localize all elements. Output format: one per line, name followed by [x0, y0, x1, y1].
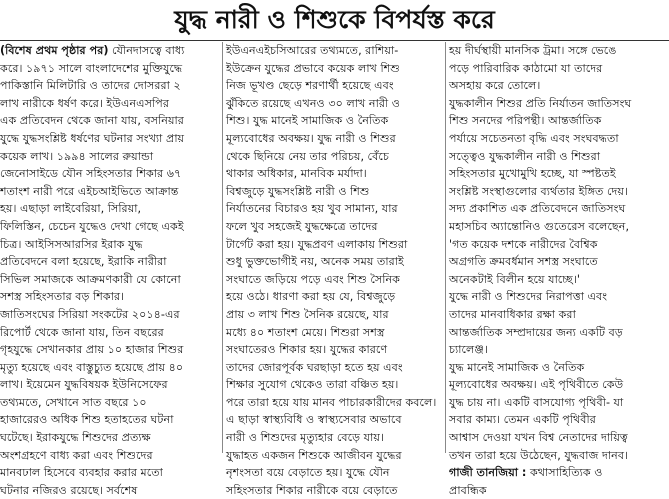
article-line: নির্যাতনের বিচারও হয় খুব সামান্য, যার	[226, 202, 398, 216]
article-line	[0, 42, 220, 60]
article-line: ঝুঁকিতে রয়েছে এখনও ৩০ লাখ নারী ও	[226, 96, 400, 110]
article-line: সিভিল সমাজকে আক্রমণকারী যে কোনো	[0, 272, 181, 286]
article-line: জাতিসংঘের সিরিয়া সংকটের ২০১৪-এর	[0, 307, 180, 321]
byline-role: কথাসাহিত্যিক ও	[529, 466, 603, 480]
article-line: তথ্যমতে, সেখানে সাত বছরে ১০	[0, 395, 147, 409]
headline: যুদ্ধ নারী ও শিশুকে বিপর্যস্ত করে	[174, 5, 495, 34]
article-line: প্রতিবেদনে বলা হয়েছে, ইরাকি নারীরা	[0, 255, 167, 269]
article-line: রিপোর্ট থেকে জানা যায়, তিন বছরের	[0, 325, 164, 339]
article-line: সদ্য প্রকাশিত এক প্রতিবেদনে জাতিসংঘ	[449, 202, 626, 216]
article-line: হয়। এছাড়া লাইবেরিয়া, সিরিয়া,	[0, 202, 142, 216]
article-line: হয়ে ওঠে। ধারণা করা হয় যে, বিশ্বজুড়ে	[226, 290, 396, 304]
article-line: সংঘাতে জড়িয়ে পড়ে এবং শিশু সৈনিক	[226, 272, 401, 286]
article-line: মূল্যবোধের অবক্ষয়। যুদ্ধ নারী ও শিশুর	[226, 131, 396, 145]
article-line: মূল্যবোধের অবক্ষয়। এই পৃথিবীতে কেউ	[449, 378, 624, 392]
article-line: সহিংসতার মুখোমুখি হচ্ছে, যা স্পষ্টতই	[449, 167, 616, 181]
article-line: ঘটেছে। ইরাকযুদ্ধে শিশুদের প্রত্যক্ষ	[0, 431, 151, 445]
article-line: 'গত কয়েক দশকে নারীদের বৈশ্বিক	[449, 237, 598, 251]
article-line: নিজ ভূখণ্ড ছেড়ে শরণার্থী হয়েছে এবং	[226, 79, 394, 93]
article-line: এ ছাড়া স্বাস্থ্যবিধি ও স্বাস্থ্যসেবার অভাবে	[226, 413, 402, 427]
article-line: কয়েক লাখ। ১৯৯৪ সালের রুয়ান্ডা	[0, 149, 154, 163]
article-line: পর্যায়ে সচেতনতা বৃদ্ধি এবং সংঘবদ্ধতা	[449, 131, 619, 145]
article-line: সশস্ত্র সহিংসতার বড় শিকার।	[0, 290, 125, 304]
article-line: আন্তর্জাতিক সম্প্রদায়ের জন্য একটি বড়	[449, 325, 623, 339]
article-line: শতাংশ নারী পরে এইচআইভিতে আক্রান্ত	[0, 184, 179, 198]
article-line: শিশু। যুদ্ধ মানেই সামাজিক ও নৈতিক	[226, 114, 389, 128]
article-line: হয় দীর্ঘস্থায়ী মানসিক ট্রমা। সঙ্গে ভেঙে	[449, 44, 617, 57]
article-line: অংশগ্রহণে বাধ্য করা এবং শিশুদের	[0, 448, 153, 462]
article-line: গৃহযুদ্ধে সেখানকার প্রায় ১০ হাজার শিশুর	[0, 343, 184, 357]
column-3	[449, 42, 669, 497]
article-line: হাজারেরও অধিক শিশু হতাহতের ঘটনা	[0, 413, 174, 427]
article-line: অনেকটাই বিলীন হয়ে যাচ্ছে।'	[449, 272, 580, 286]
article-line: বিশ্বজুড়ে যুদ্ধসংশ্লিষ্ট নারী ও শিশু	[226, 184, 370, 198]
byline-role-continued: প্রাবন্ধিক	[449, 483, 487, 497]
article-line: পরে তারা হয়ে যায় মানব পাচারকারীদের কবলে।	[226, 395, 437, 409]
article-line: যুদ্ধ চায় না। একটি বাসযোগ্য পৃথিবী- যা	[449, 395, 624, 409]
article-line: শিশু সনদের পরিপন্থী। আন্তর্জাতিক	[449, 114, 602, 128]
article-line: এক প্রতিবেদন থেকে জানা যায়, বসনিয়ার	[0, 114, 184, 128]
article-line: প্রায় ৩ লাখ শিশু সৈনিক রয়েছে, যার	[226, 307, 389, 321]
article-line-text: যৌনদাসত্বে বাধ্য	[112, 44, 185, 57]
article-line: শিক্ষার সুযোগ থেকেও তারা বঞ্চিত হয়।	[226, 378, 399, 392]
column-2	[226, 42, 446, 497]
article-line: টার্গেট করা হয়। যুদ্ধপ্রবণ এলাকায় শিশুরা	[226, 237, 408, 251]
column-divider	[445, 42, 446, 453]
article-line: ইউএনএইচসিআরের তথ্যমতে, রাশিয়া-	[226, 44, 399, 57]
article-line: চ্যালেঞ্জ।	[449, 343, 488, 357]
article-line: ফিলিস্তিন, চেচেন যুদ্ধেও দেখা গেছে একই	[0, 219, 184, 233]
article-line: তখন তারা হয়ে উঠেছেন, যুদ্ধবাজ দানব।	[449, 448, 629, 462]
article-line: যুদ্ধে যুদ্ধসংশ্লিষ্ট ধর্ষণের ঘটনার সংখ্যা প্রায়	[0, 131, 185, 145]
article-line: যুদ্ধে নারী ও শিশুদের নিরাপত্তা এবং	[449, 290, 608, 304]
article-line: মধ্যে ৪০ শতাংশ মেয়ে। শিশুরা সশস্ত্র	[226, 325, 385, 339]
article-line: জেনোসাইডে যৌন সহিংসতার শিকার ৬৭	[0, 167, 182, 181]
article-body	[0, 42, 669, 497]
kicker: (বিশেষ প্রথম পৃষ্ঠার পর)	[0, 44, 109, 57]
article-line: থেকে ছিনিয়ে নেয় তার পরিচয়, বেঁচে	[226, 149, 389, 163]
article-line: ফলে খুব সহজেই যুদ্ধক্ষেত্রে তাদের	[226, 219, 378, 233]
article-line: তাদের জোরপূর্বক ঘরছাড়া হতে হয় এবং	[226, 360, 403, 374]
article-line: সত্ত্বেও যুদ্ধকালীন নারী ও শিশুরা	[449, 149, 600, 163]
article-line: লাখ। ইয়েমেন যুদ্ধবিষয়ক ইউনিসেফের	[0, 378, 168, 392]
article-line: থাকার অধিকার, মানবিক মর্যাদা।	[226, 167, 367, 181]
article-line: করে। ১৯৭১ সালে বাংলাদেশের মুক্তিযুদ্ধে	[0, 61, 183, 75]
article-line: অগ্রগতি ক্রমবর্ধমান সশস্ত্র সংঘাতে	[449, 255, 598, 269]
article-line: মৃত্যু হয়েছে এবং বাস্তুচ্যুত হয়েছে প্রায় ৪০	[0, 360, 184, 374]
article-line: যুদ্ধকালীন শিশুর প্রতি নির্যাতন জাতিসংঘ	[449, 96, 632, 110]
article-line: তাদের মানবাধিকার রক্ষা করা	[449, 307, 576, 321]
article-line: ঘটনার নজিরও রয়েছে। সর্বশেষ	[0, 483, 138, 497]
article-line: নারী ও শিশুদের মৃত্যুহার বেড়ে যায়।	[226, 431, 384, 445]
article-line: সংশ্লিষ্ট সংস্থাগুলোর ব্যর্থতার ইঙ্গিত দেয়।	[449, 184, 628, 198]
column-divider	[222, 42, 223, 453]
article-line: মানবঢাল হিসেবে ব্যবহার করার মতো	[0, 466, 163, 480]
article-line: যুদ্ধাহত একজন শিশুকে আজীবন যুদ্ধের	[226, 448, 402, 462]
article-line: সবার কাম্য। তেমন একটি পৃথিবীর	[449, 413, 596, 427]
column-1	[0, 42, 220, 497]
headline-rule	[0, 40, 669, 41]
article-line: আশ্বাস দেওয়া যখন বিশ্ব নেতাদের দায়িত্ব	[449, 431, 628, 445]
article-line: চিত্র। আইসিসআরসির ইরাক যুদ্ধ	[0, 237, 143, 251]
article-line: পড়ে পারিবারিক কাঠামো যা তাদের	[449, 61, 603, 75]
article-line: শুধু ভুক্তভোগীই নয়, অনেক সময় তারাই	[226, 255, 404, 269]
article-line: মহাসচিব অ্যান্তোনিও গুতেরেস বলেছেন,	[449, 219, 630, 233]
article-line: অসহায় করে তোলে।	[449, 79, 541, 93]
byline	[449, 464, 669, 482]
article-line: সহিংসতার শিকার নারীকে বয়ে বেড়াতে	[226, 483, 398, 497]
article-line: ইউক্রেন যুদ্ধের প্রভাবে কয়েক লাখ শিশু	[226, 61, 400, 75]
article-line: পাকিস্তানি মিলিটারি ও তাদের দোসররা ২	[0, 79, 181, 93]
byline-name: গাজী তানজিয়া :	[449, 466, 527, 480]
article-line: নৃশংসতা বয়ে বেড়াতে হয়। যুদ্ধে যৌন	[226, 466, 390, 480]
article-line: যুদ্ধ মানেই সামাজিক ও নৈতিক	[449, 360, 585, 374]
article-line: সংঘাতেরও শিকার হয়। যুদ্ধের কারণে	[226, 343, 388, 357]
article-line: লাখ নারীকে ধর্ষণ করে। ইউএনএসপির	[0, 96, 170, 110]
